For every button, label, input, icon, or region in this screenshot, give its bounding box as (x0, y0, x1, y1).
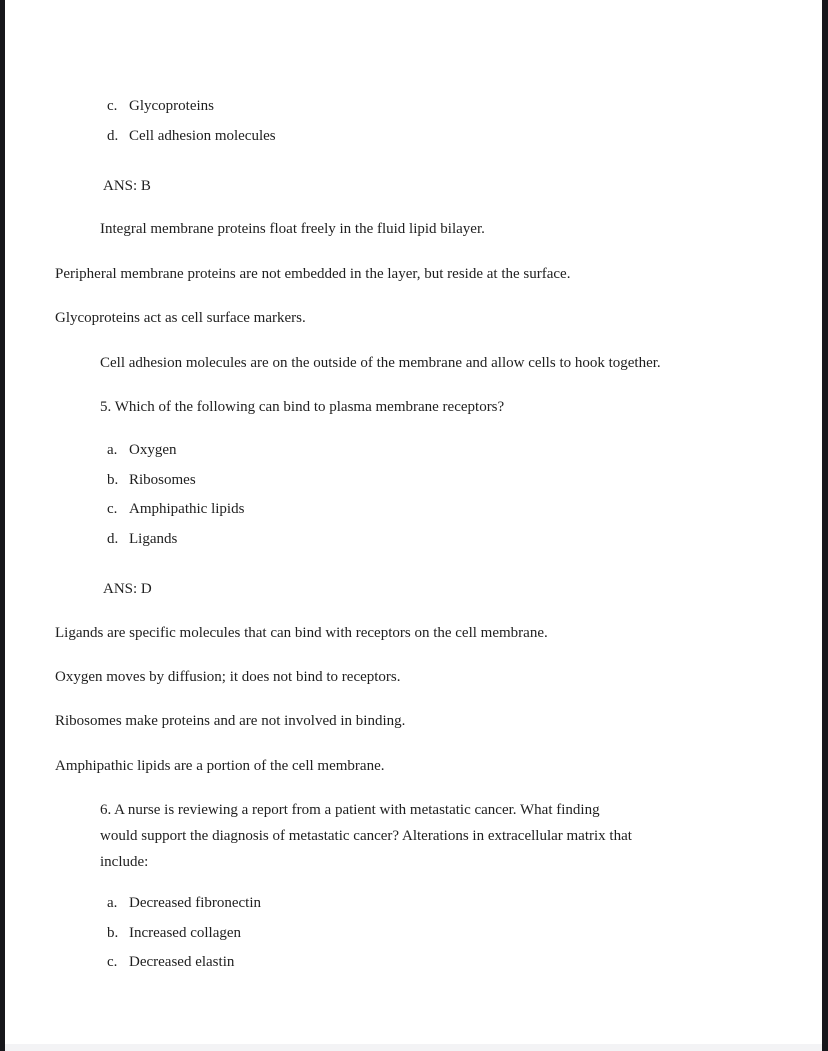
rationale-paragraph: Oxygen moves by diffusion; it does not bind to receptors. (55, 669, 401, 685)
option-text: Glycoproteins (129, 98, 214, 114)
answer-option (107, 924, 241, 943)
rationale-paragraph: Glycoproteins act as cell surface markers. (55, 310, 306, 326)
answer-option (107, 441, 177, 460)
question-line: 6. A nurse is reviewing a report from a patient with metastatic cancer. What finding (100, 802, 600, 818)
answer-option (107, 500, 244, 519)
option-letter: a. (107, 442, 118, 458)
option-text: Decreased fibronectin (129, 895, 262, 911)
rationale-paragraph: Amphipathic lipids are a portion of the cell membrane. (55, 758, 385, 774)
rationale-paragraph: Cell adhesion molecules are on the outside of the membrane and allow cells to hook together. (100, 355, 661, 371)
option-text: Amphipathic lipids (129, 501, 245, 517)
option-letter: b. (107, 925, 119, 941)
option-letter: d. (107, 531, 119, 547)
rationale-paragraph: Integral membrane proteins float freely in the fluid lipid bilayer. (100, 221, 485, 237)
page-left-border (0, 0, 5, 1051)
answer-option (107, 471, 196, 490)
option-text: Cell adhesion molecules (129, 128, 276, 144)
question-text (100, 797, 632, 875)
answer-option (107, 530, 177, 549)
rationale-paragraph: Ribosomes make proteins and are not involved in binding. (55, 713, 406, 729)
option-letter: a. (107, 895, 118, 911)
page-right-border (822, 0, 828, 1051)
answer-option (107, 894, 261, 913)
option-text: Decreased elastin (129, 954, 235, 970)
answer-option (107, 127, 276, 146)
answer-key: ANS: B (103, 178, 151, 194)
rationale-paragraph: Peripheral membrane proteins are not embedded in the layer, but reside at the surface. (55, 266, 571, 282)
option-letter: d. (107, 128, 119, 144)
option-text: Increased collagen (129, 925, 242, 941)
answer-option (107, 953, 234, 972)
answer-option (107, 97, 214, 116)
option-letter: c. (107, 98, 118, 114)
option-text: Ligands (129, 531, 178, 547)
answer-key: ANS: D (103, 581, 152, 597)
page-bottom-strip (5, 1044, 822, 1051)
question-text: 5. Which of the following can bind to plasma membrane receptors? (100, 399, 505, 415)
question-line: would support the diagnosis of metastatic cancer? Alterations in extracellular matrix that (100, 828, 632, 844)
option-text: Ribosomes (129, 472, 196, 488)
question-line: include: (100, 854, 149, 870)
rationale-paragraph: Ligands are specific molecules that can bind with receptors on the cell membrane. (55, 625, 548, 641)
option-letter: c. (107, 501, 118, 517)
option-letter: b. (107, 472, 119, 488)
option-text: Oxygen (129, 442, 177, 458)
option-letter: c. (107, 954, 118, 970)
